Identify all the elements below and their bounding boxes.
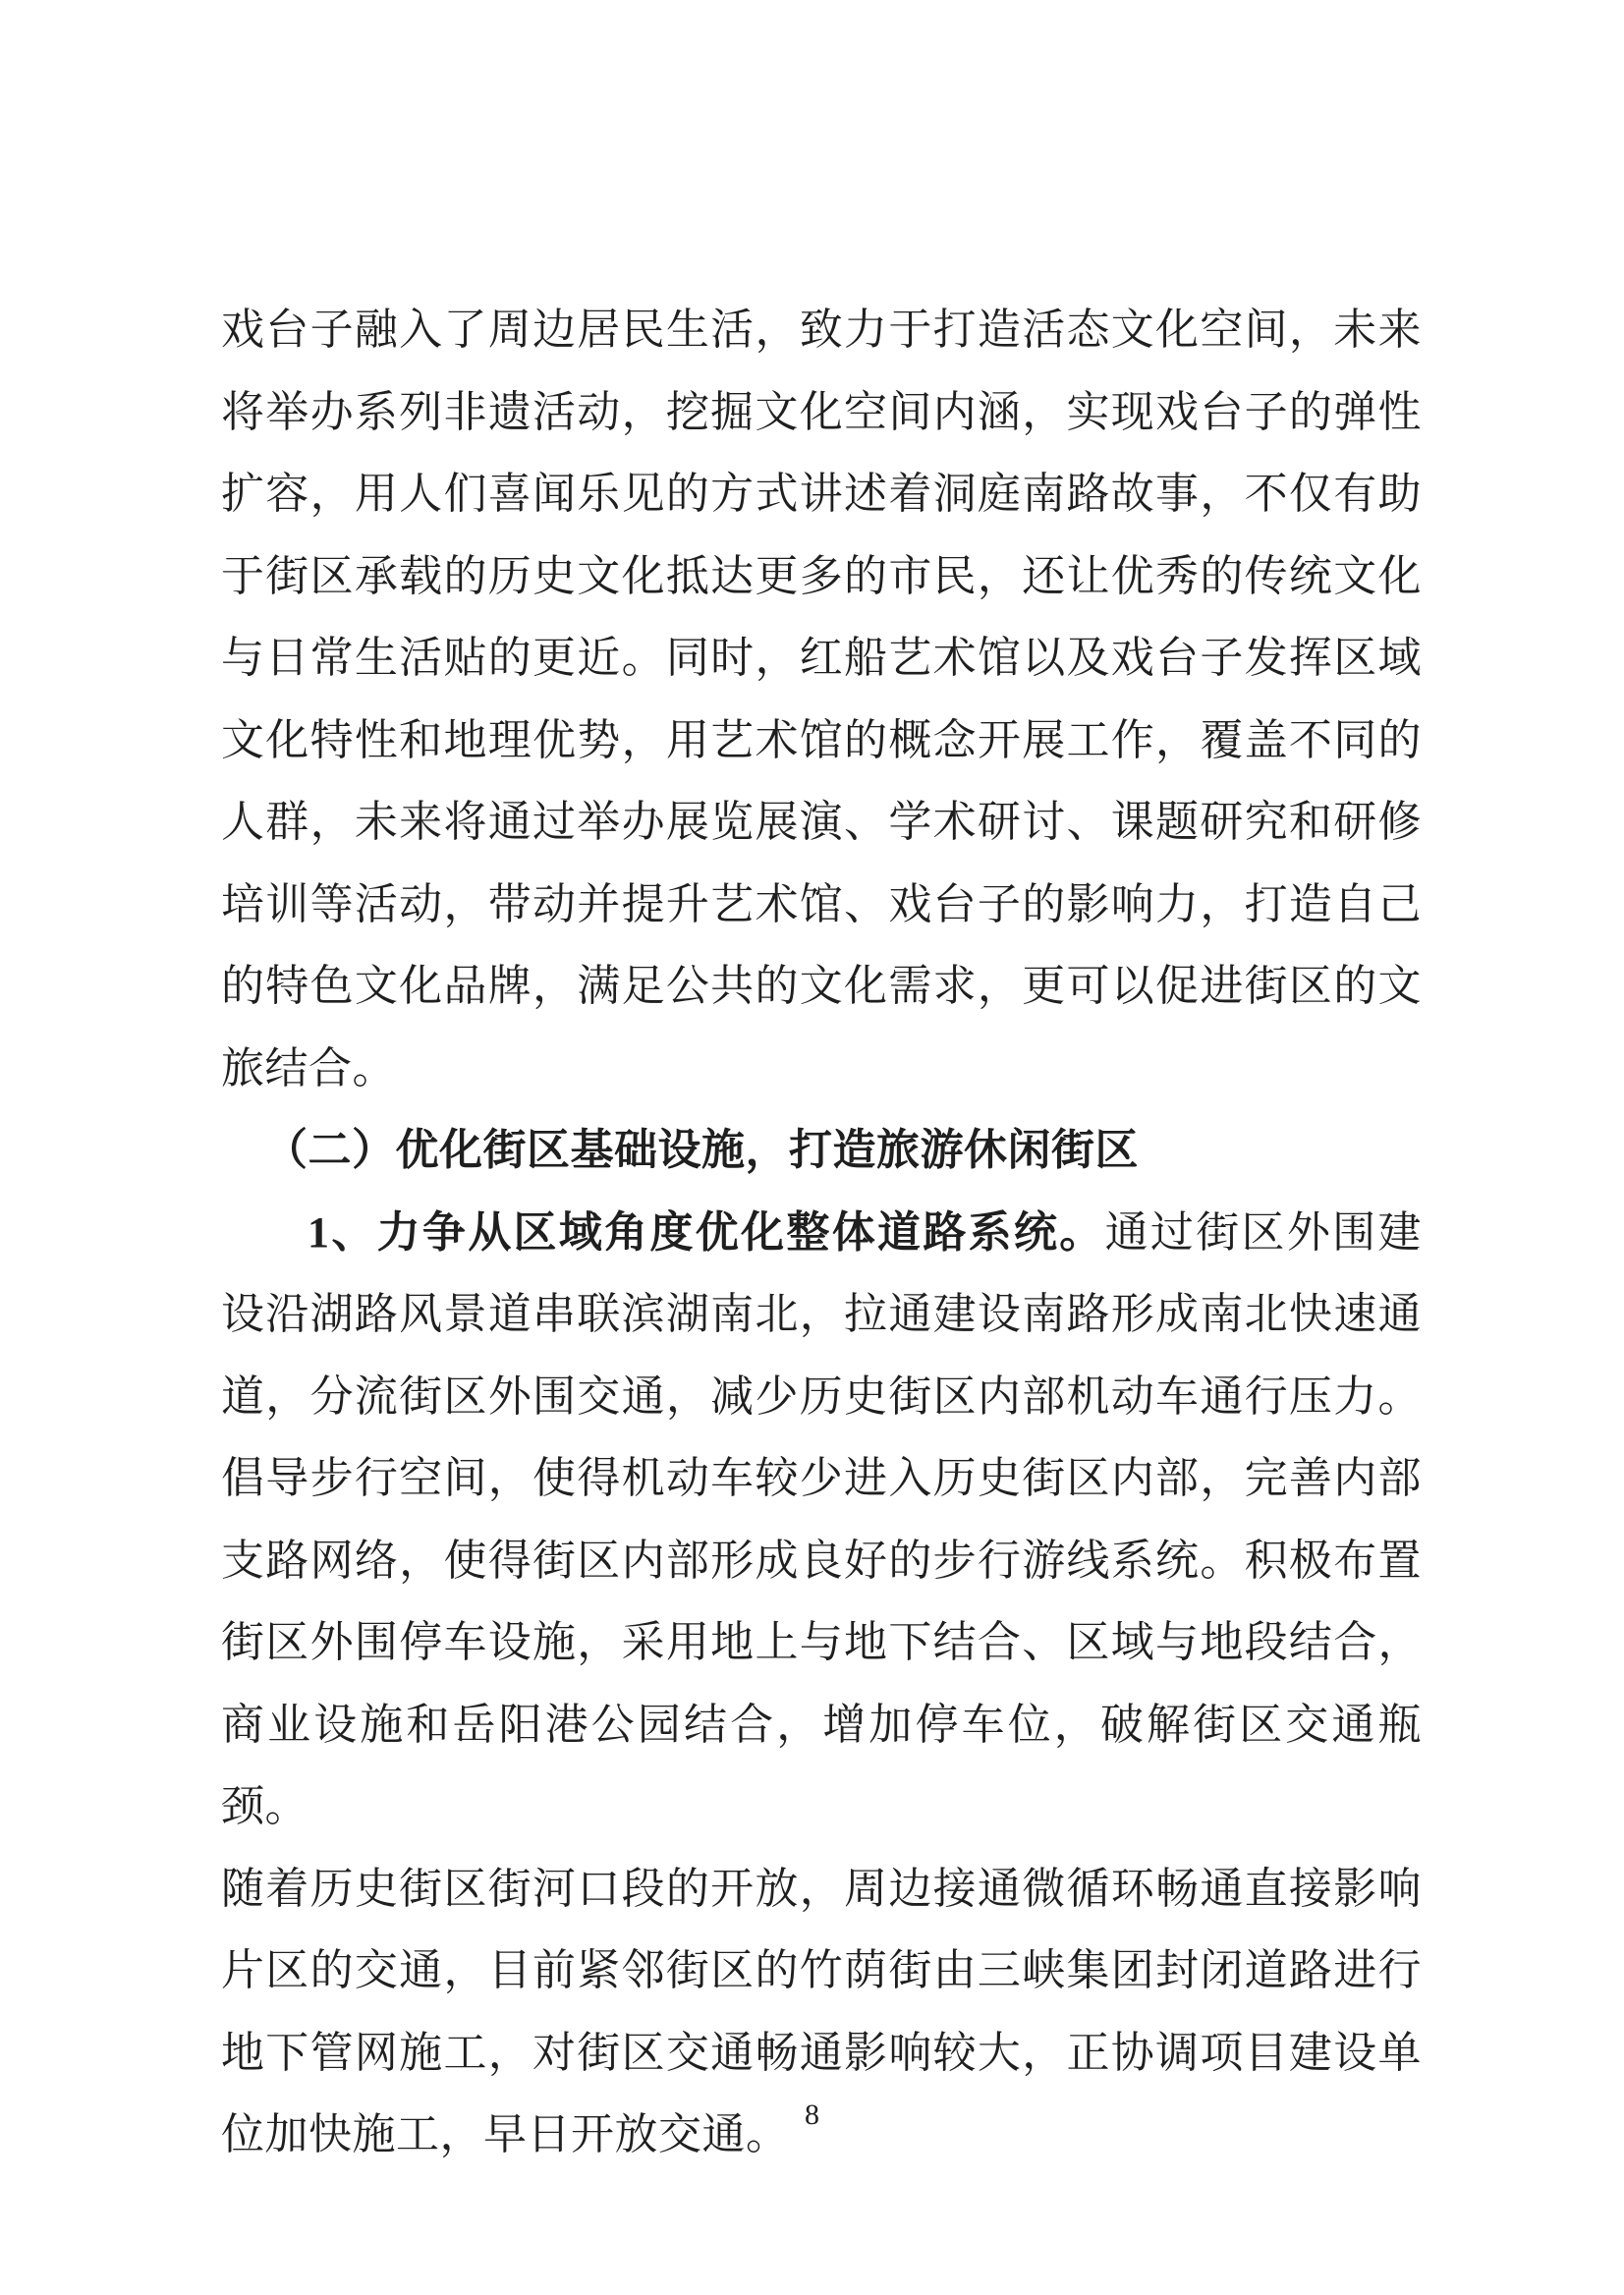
section-heading-infrastructure: （二）优化街区基础设施，打造旅游休闲街区 [264,1126,1139,1174]
document-body [221,289,1422,2176]
page-number: 8 [805,2099,819,2131]
paragraph-road-system-body: 通过街区外围建设沿湖路风景道串联滨湖南北，拉通建设南路形成南北快速通道，分流街区外围交通，减少历史街区内部机动车通行压力。倡导步行空间，使得机动车较少进入历史街区内部，完善内部支路网络，使得街区内部形成良好的步行游线系统。积极布置街区外围停车设施，采用地上与地下结合、区域与地段结合，商业设施和岳阳港公园结合，增加停车位，破解街区交通瓶颈。 [221,1207,1422,1830]
paragraph-traffic-note: 随着历史街区街河口段的开放，周边接通微循环畅通直接影响片区的交通，目前紧邻街区的竹荫街由三峡集团封闭道路进行地下管网施工，对街区交通畅通影响较大，正协调项目建设单位加快施工，早日开放交通。 [221,1864,1422,2158]
paragraph-road-system-lead: 1、力争从区域角度优化整体道路系统。 [308,1207,1105,1257]
paragraph-culture-continuation: 戏台子融入了周边居民生活，致力于打造活态文化空间，未来将举办系列非遗活动，挖掘文化空间内涵，实现戏台子的弹性扩容，用人们喜闻乐见的方式讲述着洞庭南路故事，不仅有助于街区承载的历史文化抵达更多的市民，还让优秀的传统文化与日常生活贴的更近。同时，红船艺术馆以及戏台子发挥区域文化特性和地理优势，用艺术馆的概念开展工作，覆盖不同的人群，未来将通过举办展览展演、学术研讨、课题研究和研修培训等活动，带动并提升艺术馆、戏台子的影响力，打造自己的特色文化品牌，满足公共的文化需求，更可以促进街区的文旅结合。 [221,306,1422,1092]
paragraph-road-system [221,1192,1422,1848]
